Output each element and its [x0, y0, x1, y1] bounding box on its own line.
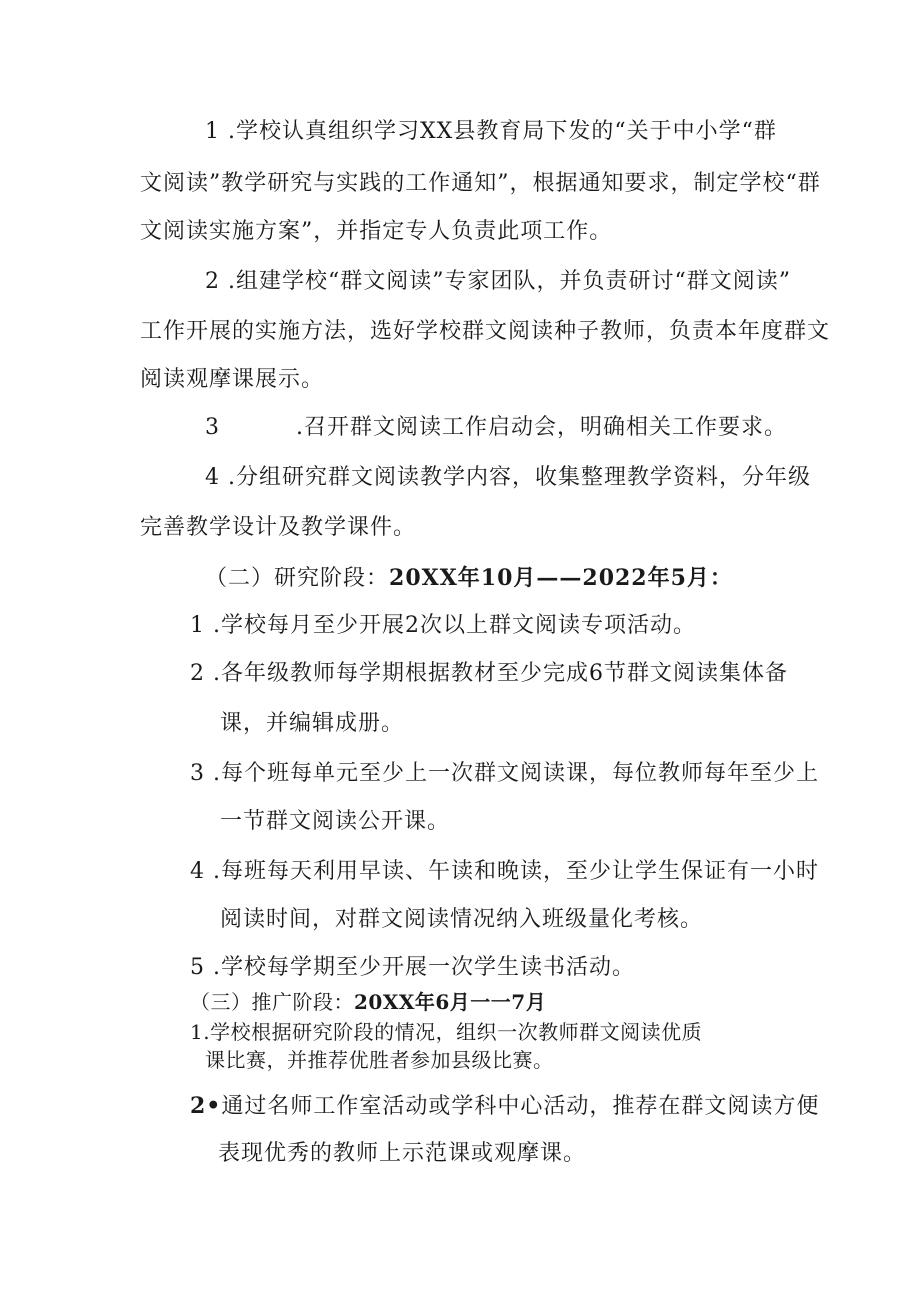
- research-item-2-line-1: 2 .各年级教师每学期根据教材至少完成6节群文阅读集体备: [190, 661, 788, 686]
- research-item-5-line-1: 5 .学校每学期至少开展一次学生读书活动。: [190, 955, 635, 980]
- research-item-3-number: 3: [190, 761, 205, 786]
- prep-item-2-line-2: 工作开展的实施方法，选好学校群文阅读种子教师，负责本年度群文: [140, 319, 831, 344]
- prep-item-3-number: 3: [205, 415, 220, 440]
- prep-item-1-line-2: 文阅读”教学研究与实践的工作通知”，根据通知要求，制定学校“群: [140, 171, 821, 196]
- prep-item-4-line-2: 完善教学设计及教学课件。: [140, 515, 417, 540]
- prep-item-2-line-1: 2 .组建学校“群文阅读”专家团队，并负责研讨“群文阅读”: [205, 269, 791, 294]
- promotion-item-1-line-1: 1.学校根据研究阶段的情况，组织一次教师群文阅读优质: [190, 1020, 703, 1044]
- research-item-2-line-2: 课，并编辑成册。: [220, 711, 405, 736]
- prep-item-2-number: 2: [205, 269, 220, 294]
- research-item-3-line-1: 3 .每个班每单元至少上一次群文阅读课，每位教师每年至少上: [190, 761, 819, 786]
- promotion-item-2-line-1: 2•通过名师工作室活动或学科中心活动，推荐在群文阅读方便: [190, 1093, 820, 1119]
- research-item-4-line-1: 4 .每班每天利用早读、午读和晚读，至少让学生保证有一小时: [190, 859, 819, 884]
- prep-item-4-line-1: 4 .分组研究群文阅读教学内容，收集整理教学资料，分年级: [205, 465, 811, 490]
- prep-item-2-line-3: 阅读观摩课展示。: [140, 367, 325, 392]
- research-item-1-line-1: 1 .学校每月至少开展2次以上群文阅读专项活动。: [190, 613, 696, 638]
- research-item-2-number: 2: [190, 661, 205, 686]
- prep-item-1-number: 1: [205, 119, 220, 144]
- research-item-5-number: 5: [190, 955, 205, 980]
- prep-item-1-line-1: 1 .学校认真组织学习XX县教育局下发的“关于中小学“群: [205, 119, 777, 144]
- research-item-1-number: 1: [190, 613, 205, 638]
- research-stage-heading: （二）研究阶段：20XX年10月——2022年5月：: [205, 565, 733, 591]
- promotion-item-1-line-2: 课比赛，并推荐优胜者参加县级比赛。: [205, 1048, 554, 1072]
- prep-item-1-line-3: 文阅读实施方案”，并指定专人负责此项工作。: [140, 219, 613, 244]
- promotion-stage-heading: （三）推广阶段：20XX年6月一一7月: [190, 990, 547, 1014]
- promotion-item-2-number: 2•: [190, 1093, 222, 1119]
- prep-item-4-number: 4: [205, 465, 220, 490]
- promotion-item-2-line-2: 表现优秀的教师上示范课或观摩课。: [218, 1141, 587, 1166]
- promotion-item-1-number: 1.: [190, 1020, 211, 1044]
- research-item-3-line-2: 一节群文阅读公开课。: [220, 809, 451, 834]
- prep-item-3-line-1: 3 .召开群文阅读工作启动会，明确相关工作要求。: [205, 415, 787, 440]
- research-item-4-number: 4: [190, 859, 205, 884]
- research-item-4-line-2: 阅读时间，对群文阅读情况纳入班级量化考核。: [220, 907, 704, 932]
